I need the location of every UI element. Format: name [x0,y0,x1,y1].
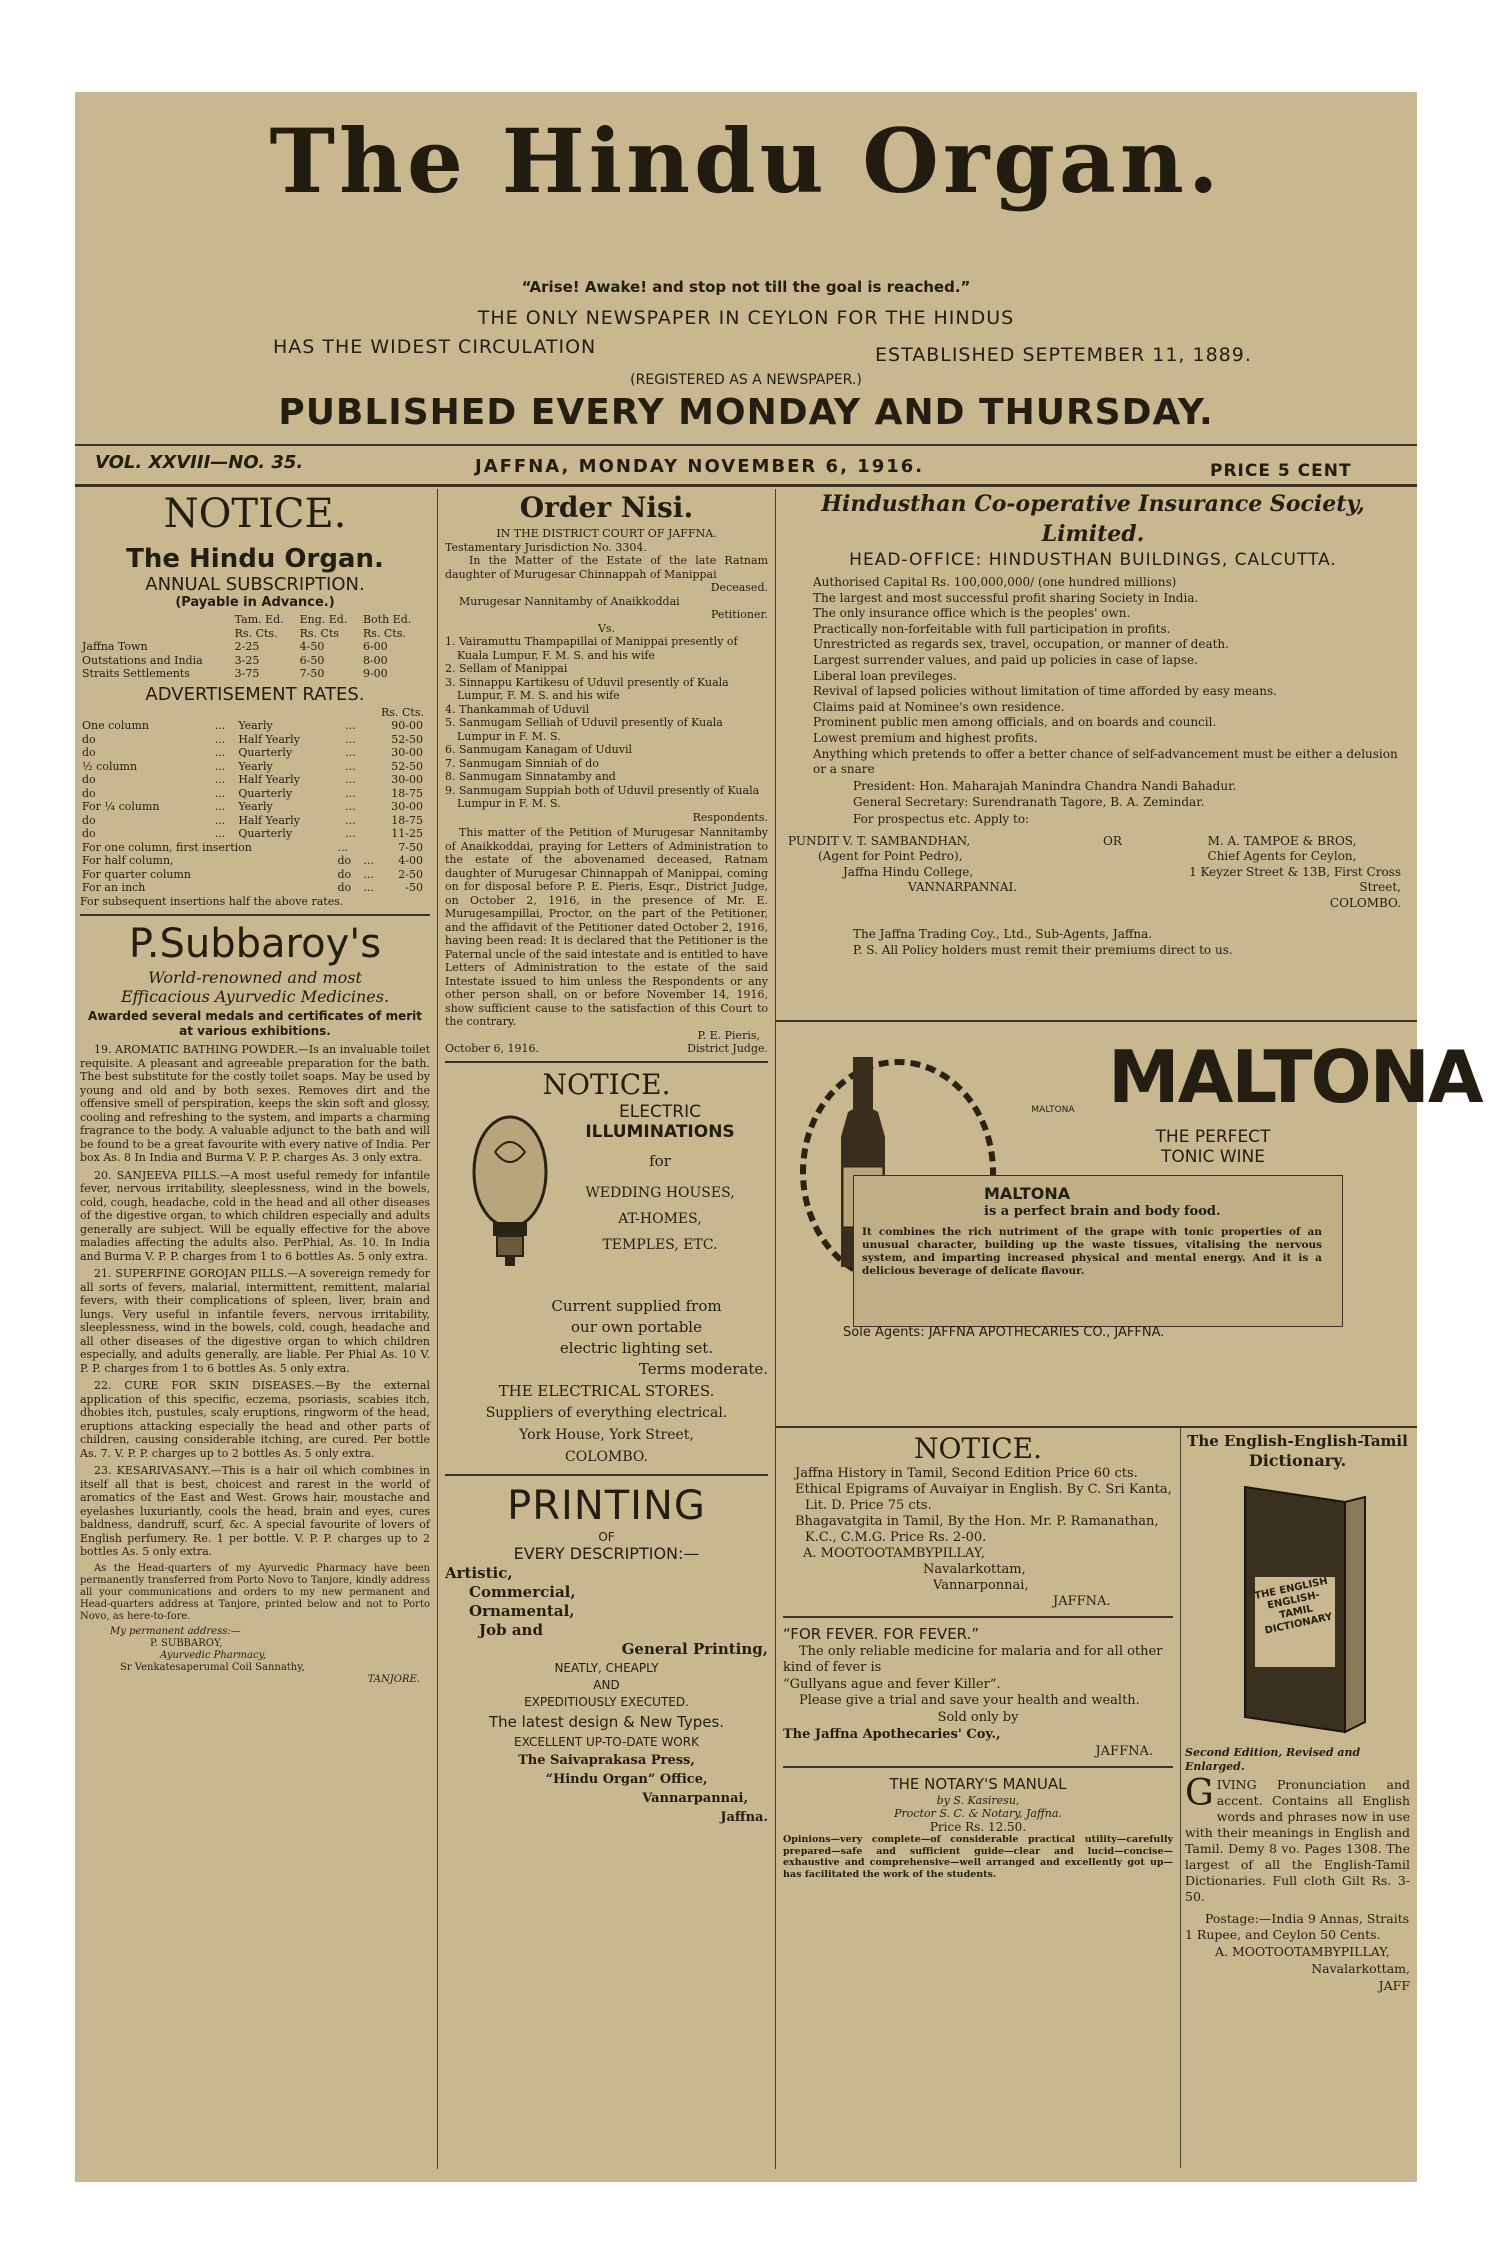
table-cell: Tam. Ed. [234,613,284,626]
respondent: 7. Sanmugam Sinniah of do [445,756,599,770]
press-line: Vannarpannai, [642,1790,748,1806]
press-line: The Saivaprakasa Press, [518,1752,695,1768]
table-cell: ... [345,746,356,759]
expeditiously: EXPEDITIOUSLY EXECUTED. [524,1694,689,1709]
feature-line: Lowest premium and highest profits. [813,730,1038,745]
table-row [80,733,425,747]
bottle-label: MALTONA [1031,1105,1075,1115]
registered: (REGISTERED AS A NEWSPAPER.) [630,372,862,388]
dictionary-edition: Second Edition, Revised and Enlarged. [1185,1746,1361,1773]
electric-label: ELECTRIC [619,1101,701,1122]
printing-kind: Ornamental, [469,1601,575,1620]
table-cell: Yearly [238,759,273,773]
table-cell: For an inch [82,881,146,894]
postage: Postage:—India 9 Annas, Straits 1 Rupee, and Ceylon 50 Cents. [1185,1911,1410,1942]
table-cell: ... [214,827,226,840]
table-cell: ... [345,732,356,746]
medicine-item: 22. CURE FOR SKIN DISEASES.—By the external application of this specific, eczema, psoriasis, scabies itch, dhobies itch, pustules, scaly eruptions, ringworm of the head, eruptions attacking especially the head and other parts of children, causing considerable itching, are cured. Per bottle As. 7. V. P. P. charges up to 2 bottles As. 5 only extra. [80,1379,430,1460]
jaff: JAFF [1378,1978,1410,1993]
order-heading: Order Nisi. [519,491,694,524]
address-line: P. SUBBAROY, [150,1637,223,1649]
table-row [80,719,425,733]
table-cell: do [82,746,96,759]
electric-ad [445,1102,768,1302]
price: PRICE 5 CENT [1210,461,1352,481]
table-cell: do [82,786,96,800]
current-lines [445,1296,768,1380]
table-cell: 52-50 [391,759,423,773]
table-cell: Rs. Cts. [362,626,406,640]
table-row [80,627,425,641]
table-cell: 4-50 [299,640,325,653]
table-cell: ... [345,813,356,827]
respondent: 3. Sinnappu Kartikesu of Uduvil presently of Kuala Lumpur, F. M. S. and his wife [445,675,729,702]
table-cell: 6-00 [362,640,388,653]
sub-agents: The Jaffna Trading Coy., Ltd., Sub-Agents, Jaffna. [853,926,1153,941]
mooto-line: A. MOOTOOTAMBYPILLAY, [803,1546,985,1561]
rule [783,1616,1173,1618]
table-row [80,667,425,681]
table-cell: Yearly [238,719,273,732]
latest-design: The latest design & New Types. [488,1712,725,1731]
table-cell: 4-00 [398,854,423,867]
table-cell: do [82,773,96,786]
notice-heading: NOTICE. [914,1432,1042,1465]
and-label: AND [593,1677,620,1692]
column-rule [1180,1428,1181,2168]
table-row [80,787,425,801]
secretary: General Secretary: Surendranath Tagore, B. A. Zemindar. [853,794,1205,809]
address-line: Sr Venkatesaperumal Coil Sannathy, [120,1661,305,1673]
current-line: Terms moderate. [638,1359,768,1378]
table-cell: ... [214,786,226,800]
table-cell [80,627,233,641]
book-item: Bhagavatgita in Tamil, By the Hon. Mr. P. Ramanathan, K.C., C.M.G. Price Rs. 2-00. [795,1514,1159,1545]
table-cell: do [82,813,96,827]
petitioner: Murugesar Nannitamby of Anaikkoddai [459,594,680,608]
respondent: 4. Thankammah of Uduvil [445,702,590,716]
order-footer [445,1042,768,1056]
subscription-table [80,613,425,681]
table-cell: ... [214,719,226,732]
notary-price: Price Rs. 12.50. [929,1820,1027,1834]
notary-author: by S. Kasiresu, [936,1794,1020,1807]
agent-line: COLOMBO. [1329,895,1401,910]
table-cell: ... [337,840,348,854]
printing-kind: Commercial, [469,1582,576,1601]
respondent: 5. Sanmugam Selliah of Uduvil presently of Kuala Lumpur in F. M. S. [445,716,723,743]
dictionary-title: The English-English-Tamil [1187,1432,1408,1450]
table-cell: 7-50 [299,667,325,680]
table-row [80,800,425,814]
table-cell: Rs. Cts. [234,626,278,640]
book-item: Jaffna History in Tamil, Second Edition Price 60 cts. [795,1466,1138,1481]
table-cell: ... [345,759,356,773]
feature-line: The largest and most successful profit sharing Society in India. [813,590,1199,605]
advertisement-rates: ADVERTISEMENT RATES. [145,683,365,705]
table-row [80,654,425,668]
respondent: 9. Sanmugam Suppiah both of Uduvil presently of Kuala Lumpur in F. M. S. [445,783,760,810]
table-cell: 2-25 [234,640,260,653]
feature-line: Unrestricted as regards sex, travel, occupation, or manner of death. [813,637,1229,652]
table-cell: do [337,854,352,867]
agent-line: PUNDIT V. T. SAMBANDHAN, [788,833,971,848]
dictionary-title: Dictionary. [1248,1451,1347,1470]
motto: “Arise! Awake! and stop not till the goal is reached.” [521,278,971,296]
fever-body: The only reliable medicine for malaria and for all other kind of fever is [783,1644,1163,1675]
volume: VOL. XXVIII—NO. 35. [95,452,304,473]
agent-line: VANNARPANNAI. [908,880,1018,895]
sole-agents: Sole Agents: JAFFNA APOTHECARIES CO., JAFFNA. [843,1325,1165,1340]
york-address: York House, York Street, [519,1426,694,1443]
address-line: TANJORE. [367,1673,420,1685]
feature-line: Prominent public men among officials, and on boards and council. [813,715,1217,730]
table-cell: ... [363,854,374,867]
table-cell: ... [214,759,226,773]
rule [775,1020,1417,1022]
feature-line: Authorised Capital Rs. 100,000,000/ (one hundred millions) [813,575,1177,589]
order-date: October 6, 1916. [445,1042,540,1055]
table-row [80,814,425,828]
respondent: 6. Sanmugam Kanagam of Uduvil [445,743,632,756]
medicine-item: 23. KESARIVASANY.—This is a hair oil which combines in itself all that is best, choicest and rarest in the world of aromatics of the East and West. Grows hair, moustache and eyelashes luxuriantly, cools the head, brain and eyes, cures baldness, dandruff, scurf, &c. A special favourite of lovers of English perfumery. Re. 1 per bottle. V. P. P. charges up to 2 bottles As. 5 only extra. [80,1464,430,1558]
signature: P. E. Pieris, [697,1028,760,1042]
please: Please give a trial and save your health and wealth. [799,1693,1140,1708]
table-cell: do [337,881,352,894]
agent-line: Jaffna Hindu College, [843,864,974,879]
or-label: OR [1103,833,1122,848]
insurance-title: Hindusthan Co-operative Insurance Society, Limited. [821,491,1365,547]
table-cell: ... [345,773,356,786]
policy-note: P. S. All Policy holders must remit their premiums direct to us. [853,942,1233,957]
dictionary-body [1185,1773,1410,1905]
insurance-head-office: HEAD-OFFICE: HINDUSTHAN BUILDINGS, CALCUTTA. [849,550,1337,570]
table-cell: Straits Settlements [82,667,190,680]
table-cell: 3-25 [234,653,260,667]
illuminations-label: ILLUMINATIONS [585,1121,735,1142]
payable: (Payable in Advance.) [175,595,335,610]
table-row [80,746,425,760]
judge: District Judge. [687,1042,768,1055]
annual-subscription: ANNUAL SUBSCRIPTION. [145,574,365,595]
table-cell: Half Yearly [238,732,300,746]
dictionary-image [1185,1471,1410,1746]
table-row [80,760,425,774]
table-cell: Half Yearly [238,813,300,827]
table-cell: Yearly [238,800,273,813]
table-cell: 11-25 [391,827,423,840]
table-row [80,773,425,787]
deceased: Deceased. [710,581,768,594]
table-cell: do [82,827,96,840]
gullyan: “Gullyans ague and fever Killer”. [783,1677,1001,1692]
table-cell: Eng. Ed. [299,613,348,626]
column-2 [445,489,768,1827]
feature-line: Practically non-forfeitable with full participation in profits. [813,621,1171,636]
rule [775,1426,1417,1428]
event-item: WEDDING HOUSES, [585,1184,735,1201]
medicine-item: 19. AROMATIC BATHING POWDER.—Is an invaluable toilet requisite. A pleasant and agreeable preparation for the bath. The best substitute for the costly toilet soaps. May be used by young and old and by both sexes. Removes dirt and the offensive smell of perspiration, keeps the skin soft and glossy, cooling and refreshing to the system, and imparts a charming fragrance to the body. A valuable adjunct to the bath and will be found to be a great favourite with every native of India. Per box As. 8 In India and Burma V. P. P. charges As. 3 only extra. [80,1043,430,1164]
mooto-line: JAFFNA. [1053,1594,1111,1609]
agents [783,834,1403,926]
table-cell: One column [82,719,150,732]
subbaroy-tagline: Efficacious Ayurvedic Medicines. [120,987,390,1006]
agent-line: M. A. TAMPOE & BROS, [1207,833,1357,848]
prospectus: For prospectus etc. Apply to: [853,811,1030,826]
printing-heading: PRINTING [507,1482,706,1529]
maltona-box-title: MALTONA [984,1184,1071,1203]
printing-kind: General Printing, [621,1639,768,1658]
table-cell: 30-00 [391,746,423,759]
notary-opinions: Opinions—very complete—of considerable practical utility—carefully prepared—safe and sufficient guide—clear and lucid—concise—exhaustive and comprehensive—well arranged and excellently got up—has facilitated the work of the students. [783,1834,1173,1880]
current-line: Current supplied from [551,1296,722,1315]
table-cell: ... [363,881,374,894]
medicine-item: 21. SUPERFINE GOROJAN PILLS.—A sovereign remedy for all sorts of fevers, malarial, intermittent, remittent, malarial fevers, with their complications of spleen, liver, brain and lungs. Very useful in infantile fevers, nervous irritability, sleeplessness, wind in the bowels, cold, cough, headache and all other diseases of the digestive organ to which children especially, and adults generally, are liable. Per Phial As. 10 V. P. P. charges from 1 to 6 bottles As. 5 only extra. [80,1267,430,1375]
table-cell: 30-00 [391,800,423,813]
rule [445,1061,768,1063]
column-1 [80,489,430,1686]
table-cell: Both Ed. [362,613,412,626]
respondent: 1. Vairamuttu Thampapillai of Manippai presently of Kuala Lumpur, F. M. S. and his wife [445,635,738,662]
sold-by: Sold only by [937,1710,1019,1725]
current-line: our own portable [571,1317,702,1336]
table-cell: For quarter column [82,867,191,881]
table-cell: Quarterly [238,827,293,840]
table-row [80,854,425,868]
press-line: Jaffna. [720,1809,768,1825]
maltona-box-body: It combines the rich nutriment of the grape with tonic properties of an unusual character, building up the waste tissues, vitalising the nervous system, and imparting increased physical and mental energy. And it is a delicious beverage of delicate flavour. [862,1226,1322,1277]
established: ESTABLISHED SEPTEMBER 11, 1889. [875,344,1252,366]
column-rule [775,489,776,2169]
headquarters-notice: As the Head-quarters of my Ayurvedic Pharmacy have been permanently transferred from Porto Novo to Tanjore, kindly address all your communications and orders to my new permanent and Head-quarters address at Tanjore, printed below and not to Porto Novo, as here-to-fore. [80,1562,430,1622]
notice-heading: NOTICE. [163,491,347,537]
mooto: A. MOOTOOTAMBYPILLAY, [1215,1944,1390,1959]
feature-line: Liberal loan previleges. [813,668,957,683]
published: PUBLISHED EVERY MONDAY AND THURSDAY. [278,392,1214,433]
feature-line: Claims paid at Nominee's own residence. [813,699,1065,714]
table-cell: 7-50 [398,840,423,854]
maltona-title: MALTONA [1108,1035,1482,1119]
newspaper-page [75,92,1482,2182]
address-line: My permanent address:— [110,1625,241,1637]
advertisement-table [80,719,425,841]
printing-kind: Artistic, [445,1563,513,1582]
table-cell: ... [345,827,356,840]
neatly: NEATLY, CHEAPLY [554,1660,659,1675]
printing-kind: Job and [479,1620,543,1639]
rule [75,444,1417,446]
table-cell: ... [345,800,356,813]
of-label: OF [598,1529,615,1544]
awarded: Awarded several medals and certificates of merit at various exhibitions. [88,1009,422,1038]
table-cell: 18-75 [391,786,423,800]
table-cell: ... [345,719,356,732]
apothecaries: The Jaffna Apothecaries' Coy., [783,1727,1001,1742]
maltona-box-line: is a perfect brain and body food. [984,1204,1221,1219]
table-cell: 6-50 [299,653,325,667]
notice-heading: NOTICE. [542,1067,671,1101]
respondents-tag: Respondents. [692,810,768,824]
rule [445,1474,768,1476]
table-cell: 18-75 [391,813,423,827]
table-cell: For ¼ column [82,800,160,813]
event-item: AT-HOMES, [618,1210,702,1227]
table-row [80,640,425,654]
table-cell: 8-00 [362,653,388,667]
court: IN THE DISTRICT COURT OF JAFFNA. [496,527,717,540]
dateline: JAFFNA, MONDAY NOVEMBER 6, 1916. [475,456,925,477]
feature-line: The only insurance office which is the peoples' own. [813,606,1131,621]
table-cell: do [82,732,96,746]
stores-name: THE ELECTRICAL STORES. [498,1381,715,1400]
notary-proctor: Proctor S. C. & Notary, Jaffna. [894,1807,1062,1820]
table-row [80,868,425,882]
colombo: COLOMBO. [565,1448,648,1465]
dropcap: G [1185,1773,1214,1814]
current-line: electric lighting set. [559,1338,714,1357]
paper-name: The Hindu Organ. [126,544,384,574]
agent-1 [788,834,1017,896]
medicine-item: 20. SANJEEVA PILLS.—A most useful remedy for infantile fever, nervous irritability, sleeplessness, wind in the bowels, cold, cough, headache, cold in the head and all other diseases of the digestive organ, to which children especially and adults generally are subject. Will be equally effective for the above maladies affecting the adults also. PerPhial, As. 10. In India and Burma V. P. P. charges from 1 to 6 bottles As. 5 only extra. [80,1168,430,1263]
event-list [555,1180,765,1258]
suppliers: Suppliers of everything electrical. [485,1404,728,1421]
table-cell: do [337,867,352,881]
tagline: THE ONLY NEWSPAPER IN CEYLON FOR THE HINDUS [477,307,1015,329]
mooto-line: Navalarkottam, [923,1562,1026,1577]
column-3-bottom [783,1432,1173,1880]
petitioner-tag: Petitioner. [710,608,768,621]
table-cell: -50 [405,881,423,894]
agent-line: Chief Agents for Ceylon, [1207,849,1357,864]
column-rule [437,489,438,2169]
rule [75,484,1417,487]
notary-manual: THE NOTARY'S MANUAL [889,1775,1067,1793]
president: President: Hon. Maharajah Manindra Chandra Nandi Bahadur. [853,778,1237,793]
table-cell: Outstations and India [82,653,203,667]
table-cell: 30-00 [391,773,423,786]
address-line: Ayurvedic Pharmacy, [160,1649,267,1661]
respondent: 2. Sellam of Manippai [445,662,568,675]
rule [80,914,430,916]
table-cell: Quarterly [238,746,293,759]
event-item: TEMPLES, ETC. [602,1236,718,1253]
table-cell: Rs. Cts [299,626,340,640]
perfect-1: THE PERFECT [1155,1127,1271,1147]
lightbulb-icon [465,1112,555,1272]
table-cell: 9-00 [362,667,388,680]
table-cell: For one column, first insertion [82,840,252,854]
feature-line: Revival of lapsed policies without limitation of time afforded by easy means. [813,684,1277,699]
table-cell: 52-50 [391,732,423,746]
table-cell: 2-50 [398,867,423,881]
circulation: HAS THE WIDEST CIRCULATION [273,336,597,358]
matter: In the Matter of the Estate of the late Ratnam daughter of Murugesar Chinnappah of Manippai [445,554,768,581]
table-cell: 90-00 [391,719,423,732]
rule [783,1766,1173,1768]
for-label: for [649,1151,671,1170]
dictionary-body-text: IVING Pronunciation and accent. Contains all English words and phrases now in use with their meanings in English and Tamil. Demy 8 vo. Pages 1308. The largest of all the English-Tamil Dictionaries. Full cloth Gilt Rs. 3-50. [1185,1777,1410,1904]
table-cell: For half column, [82,854,174,867]
mooto-line: Vannarponnai, [933,1578,1029,1593]
table-cell: ... [214,732,226,746]
agent-line: 1 Keyzer Street & 13B, First Cross Street, [1189,864,1401,895]
subbaroy-heading: P.Subbaroy's [128,921,382,967]
book-item: Ethical Epigrams of Auvaiyar in English. By C. Sri Kanta, Lit. D. Price 75 cts. [795,1482,1172,1513]
table-cell: ... [363,867,374,881]
agent-2 [1163,834,1401,912]
table-cell: Jaffna Town [82,640,148,653]
table-cell: 3-75 [234,667,260,680]
table-cell: ½ column [82,759,138,773]
column-4-bottom [1185,1432,1410,1994]
excellent-work: EXCELLENT UP-TO-DATE WORK [514,1734,699,1749]
table-cell: ... [214,813,226,827]
insurance-ad [783,489,1403,958]
order-body: This matter of the Petition of Murugesar Nannitamby of Anaikkoddai, praying for Letters of Administration to the estate of the abovenamed deceased, Ratnam daughter of Murugesar Chinnappah of Manippai, coming on for disposal before P. E. Pieris, Esqr., District Judge, on October 2, 1916, in the presence of Mr. E. Murugesampillai, Proctor, on the part of the Petitioner, and the affidavit of the Petitioner dated October 2, 1916, having been read: It is declared that the Petitioner is the Paternal uncle of the said intestate and is entitled to have Letters of Administration to the estate of the said Intestate issued to him unless the Respondents or any other person shall, on or before November 14, 1916, show sufficient cause to the satisfaction of this Court to the contrary. [445,826,768,1028]
agent-line: (Agent for Point Pedro), [818,849,963,864]
table-cell: ... [214,773,226,786]
table-cell [80,613,233,627]
table-cell: ... [214,800,226,813]
testamentary: Testamentary Jurisdiction No. 3304. [445,540,647,554]
perfect-2: TONIC WINE [1160,1147,1266,1167]
subbaroy-tagline: World-renowned and most [148,968,362,987]
table-row [80,613,425,627]
advertisement-extra-table [80,841,425,895]
respondent: 8. Sanmugam Sinnatamby and [445,770,616,783]
press-line: “Hindu Organ” Office, [545,1771,708,1787]
masthead-title: The Hindu Organ. [269,109,1223,213]
table-cell: Half Yearly [238,773,300,786]
jaffna: JAFFNA. [1095,1744,1153,1759]
feature-line: Anything which pretends to offer a better chance of self-advancement must be either a delusion or a snare [813,746,1398,777]
adv-note: For subsequent insertions half the above rates. [80,894,344,908]
book-spine-text: THE ENGLISH ENGLISH- TAMIL DICTIONARY [1253,1575,1334,1637]
insurance-features [783,575,1403,778]
table-row [80,881,425,895]
table-cell: ... [345,786,356,800]
fever-heading: “FOR FEVER. FOR FEVER.” [783,1625,980,1643]
table-cell: ... [214,746,226,759]
every-description: EVERY DESCRIPTION:— [513,1543,700,1563]
navalarkottam: Navalarkottam, [1311,1961,1410,1976]
maltona-box [853,1175,1343,1327]
table-row [80,827,425,841]
feature-line: Largest surrender values, and paid up policies in case of lapse. [813,652,1198,667]
versus: Vs. [597,621,616,635]
table-row [80,841,425,855]
table-cell: Quarterly [238,786,293,800]
adv-unit: Rs. Cts. [381,705,424,719]
